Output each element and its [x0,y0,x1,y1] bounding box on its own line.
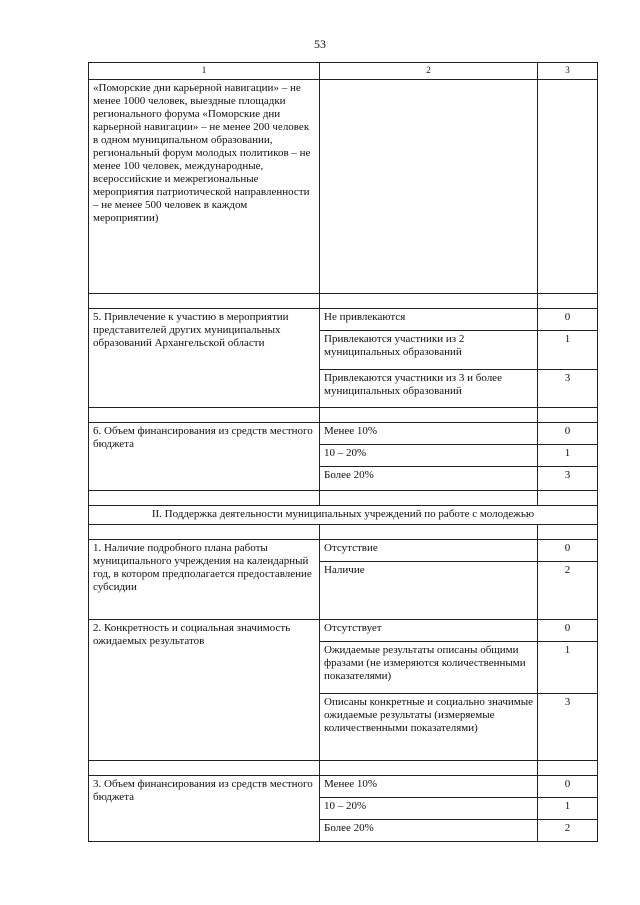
score-cell: 0 [538,620,598,642]
score-cell: 0 [538,423,598,445]
table-row [89,309,598,331]
criterion-cell: 5. Привлечение к участию в мероприятии представителей других муниципальных образований Архангельской области [89,309,320,408]
table-spacer-row [89,525,598,540]
option-cell: Более 20% [320,820,538,842]
score-cell: 1 [538,331,598,370]
score-cell: 1 [538,798,598,820]
score-cell: 2 [538,562,598,620]
page-number: 53 [314,37,326,51]
option-cell: Отсутствует [320,620,538,642]
score-cell: 0 [538,776,598,798]
option-cell: Ожидаемые результаты описаны общими фразами (не измеряются количественными показателями) [320,642,538,694]
option-cell: Привлекаются участники из 3 и более муниципальных образований [320,370,538,408]
column-header-2: 2 [320,63,538,80]
score-cell [538,80,598,294]
section-title: II. Поддержка деятельности муниципальных учреждений по работе с молодежью [89,506,598,525]
option-cell: Описаны конкретные и социально значимые ожидаемые результаты (измеряемые количественными показателями) [320,694,538,761]
criterion-cell: 2. Конкретность и социальная значимость ожидаемых результатов [89,620,320,761]
table-header-row [89,63,598,80]
option-cell: Привлекаются участники из 2 муниципальных образований [320,331,538,370]
score-cell: 3 [538,694,598,761]
option-cell: Наличие [320,562,538,620]
criterion-cell: 6. Объем финансирования из средств местного бюджета [89,423,320,491]
column-header-3: 3 [538,63,598,80]
table-spacer-row [89,294,598,309]
criterion-cell: «Поморские дни карьерной навигации» – не менее 1000 человек, выездные площадки регионального форума «Поморские дни карьерной навигации» – не менее 200 человек в одном муниципальном образовании, региональный форум молодых политиков – не менее 100 человек, международные, всероссийские и межрегиональные мероприятия патриотической направленности – не менее 500 человек в каждом мероприятии) [89,80,320,294]
option-cell: 10 – 20% [320,798,538,820]
score-cell: 2 [538,820,598,842]
option-cell: Менее 10% [320,776,538,798]
criteria-table [88,62,598,842]
score-cell: 0 [538,309,598,331]
section-header-row [89,506,598,525]
criterion-cell: 1. Наличие подробного плана работы муниципального учреждения на календарный год, в котором предполагается предоставление субсидии [89,540,320,620]
table-spacer-row [89,491,598,506]
table-row [89,423,598,445]
option-cell [320,80,538,294]
option-cell: Более 20% [320,467,538,491]
table-row [89,540,598,562]
score-cell: 0 [538,540,598,562]
option-cell: 10 – 20% [320,445,538,467]
table-row [89,620,598,642]
option-cell: Не привлекаются [320,309,538,331]
option-cell: Менее 10% [320,423,538,445]
table-spacer-row [89,408,598,423]
score-cell: 1 [538,445,598,467]
table-spacer-row [89,761,598,776]
option-cell: Отсутствие [320,540,538,562]
table-row [89,776,598,798]
score-cell: 3 [538,370,598,408]
score-cell: 1 [538,642,598,694]
criterion-cell: 3. Объем финансирования из средств местного бюджета [89,776,320,842]
table-row [89,80,598,294]
score-cell: 3 [538,467,598,491]
column-header-1: 1 [89,63,320,80]
